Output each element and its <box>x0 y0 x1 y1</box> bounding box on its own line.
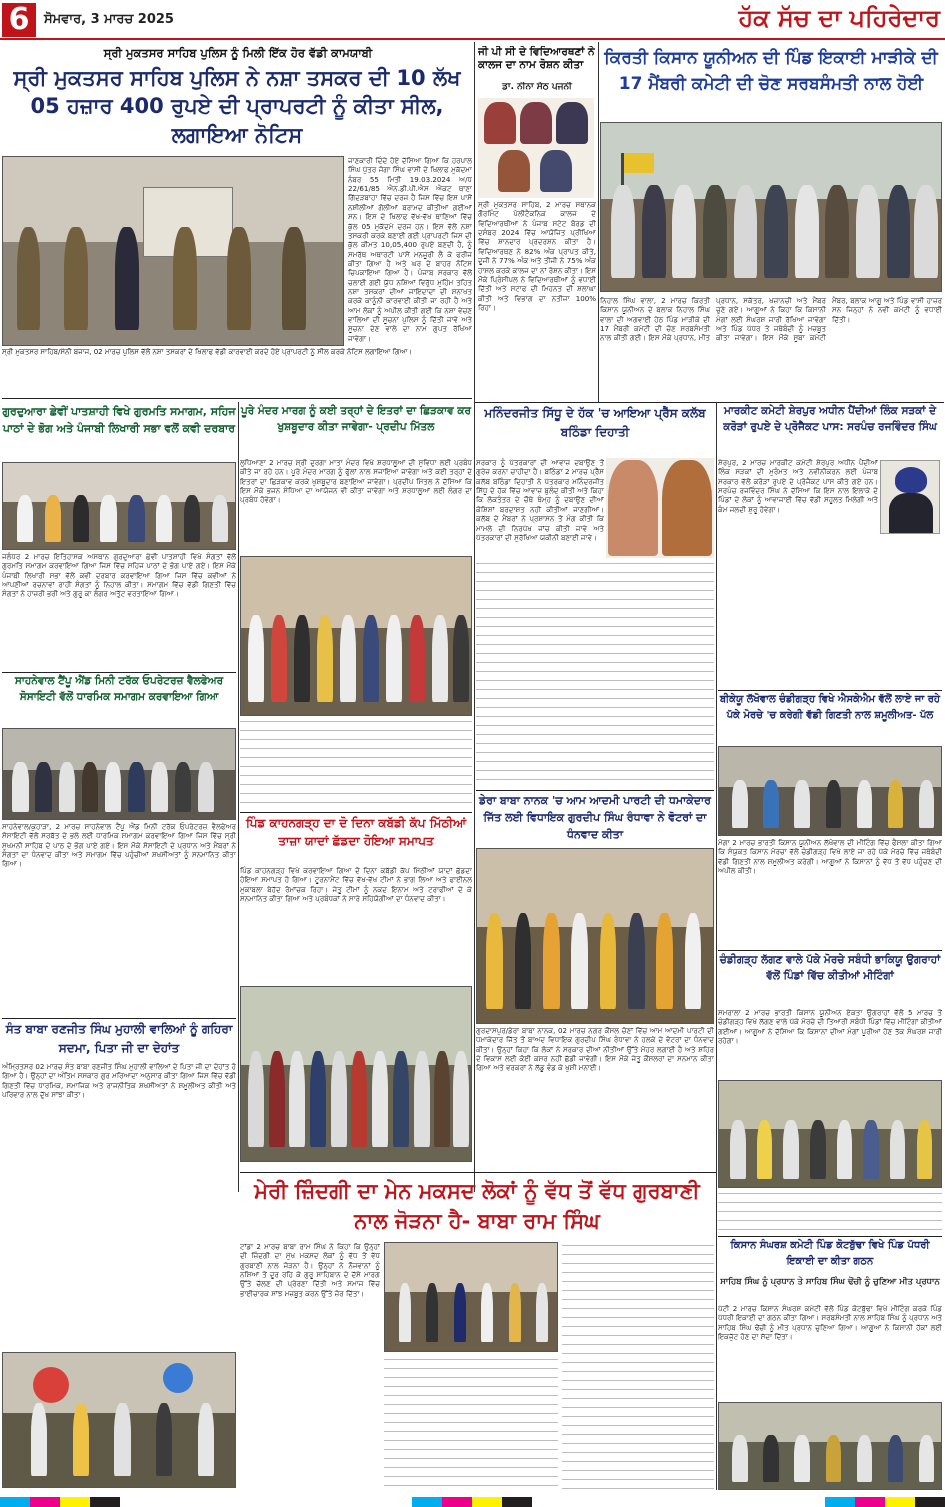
story9-photo-kabaddi <box>240 986 472 1162</box>
story5-bottom-rule <box>240 812 472 813</box>
story1-kicker: ਸ੍ਰੀ ਮੁਕਤਸਰ ਸਾਹਿਬ ਪੁਲਿਸ ਨੂੰ ਮਿਲੀ ਇੱਕ ਹੋਰ ਵੱਡੀ ਕਾਮਯਾਬੀ <box>103 46 373 60</box>
paper-name: ਹੱਕ ਸੱਚ ਦਾ ਪਹਿਰੇਦਾਰ <box>738 4 940 32</box>
story6-photo-journalists <box>606 458 714 558</box>
story15-headline: ਕਿਸਾਨ ਸੰਘਰਸ਼ ਕਮੇਟੀ ਪਿੰਡ ਕੋਟਬੁੱਢਾ ਵਿਖੇ ਪਿੰਡ ਪੱਧਰੀ ਇਕਾਈ ਦਾ ਕੀਤਾ ਗਠਨ <box>730 1240 930 1267</box>
story7-bottom-rule <box>718 690 942 691</box>
story14-photo-baba <box>384 1242 558 1352</box>
story15-photo-committee <box>718 1402 942 1490</box>
student-photo-5 <box>540 150 572 192</box>
story12-body: ਸਮਰਾਲਾ 2 ਮਾਰਚ ਭਾਰਤੀ ਕਿਸਾਨ ਯੂਨੀਅਨ ਏਕਤਾ ਉਗਰਾਹਾਂ ਵੱਲੋਂ 5 ਮਾਰਚ ਤੋਂ ਚੰਡੀਗੜ੍ਹ ਵਿਖੇ ਲੱਗਣ ਵਾਲੇ ਪੱਕੇ ਮੋਰਚੇ ਦੀ ਤਿਆਰੀ ਸਬੰਧੀ ਪਿੰਡਾਂ ਵਿੱਚ ਮੀਟਿੰਗਾਂ ਕੀਤੀਆਂ ਗਈਆਂ। ਆਗੂਆਂ ਨੇ ਦੱਸਿਆ ਕਿ ਕਿਸਾਨਾਂ ਦੀਆਂ ਮੰਗਾਂ ਪੂਰੀਆਂ ਹੋਣ ਤੱਕ ਸੰਘਰਸ਼ ਜਾਰੀ ਰਹੇਗਾ। <box>718 1008 942 1046</box>
story8-bottom-rule <box>2 1018 236 1019</box>
column-divider-3 <box>238 402 239 1192</box>
story4-headline: ਗੁਰਦੁਆਰਾ ਛੇਵੀਂ ਪਾਤਸ਼ਾਹੀ ਵਿਖੇ ਗੁਰਮਤਿ ਸਮਾਗਮ, ਸਹਿਜ ਪਾਠਾਂ ਦੇ ਭੋਗ ਅਤੇ ਪੰਜਾਬੀ ਲਿਖਾਰੀ ਸਭਾ ਵਲੋਂ ਕਵੀ ਦਰਬਾਰ <box>2 405 236 435</box>
journalist-photo-1 <box>608 460 658 556</box>
story11-body: ਮੋਗਾ 2 ਮਾਰਚ ਭਾਰਤੀ ਕਿਸਾਨ ਯੂਨੀਅਨ ਲੱਖੋਵਾਲ ਦੀ ਮੀਟਿੰਗ ਵਿੱਚ ਫੈਸਲਾ ਕੀਤਾ ਗਿਆ ਕਿ ਸੰਯੁਕਤ ਕਿਸਾਨ ਮੋਰਚਾ ਵੱਲੋਂ ਚੰਡੀਗੜ੍ਹ ਵਿਖੇ ਲਾਏ ਜਾ ਰਹੇ ਪੱਕੇ ਮੋਰਚੇ ਵਿੱਚ ਜਥੇਬੰਦੀ ਵੱਡੀ ਗਿਣਤੀ ਨਾਲ ਸ਼ਮੂਲੀਅਤ ਕਰੇਗੀ। ਆਗੂਆਂ ਨੇ ਕਿਸਾਨਾਂ ਨੂੰ ਵੱਧ ਤੋਂ ਵੱਧ ਪਹੁੰਚਣ ਦੀ ਅਪੀਲ ਕੀਤੀ। <box>718 838 942 876</box>
story5-body: ਲੁਧਿਆਣਾ 2 ਮਾਰਚ ਸ਼੍ਰੀ ਦੁਰਗਾ ਮਾਤਾ ਮੰਦਰ ਵਿਖੇ ਸ਼ਰਧਾਲੂਆਂ ਦੀ ਸੁਵਿਧਾ ਲਈ ਪ੍ਰਬੰਧ ਕੀਤੇ ਜਾ ਰਹੇ ਹਨ। ਪੂਰੇ ਮੰਦਰ ਮਾਰਗ ਨੂੰ ਫੁੱਲਾਂ ਨਾਲ ਸਜਾਇਆ ਜਾਵੇਗਾ ਅਤੇ ਕਈ ਤਰ੍ਹਾਂ ਦੇ ਇਤਰਾਂ ਦਾ ਛਿੜਕਾਵ ਕਰਕੇ ਖੁਸ਼ਬੂਦਾਰ ਬਣਾਇਆ ਜਾਵੇਗਾ। ਪ੍ਰਦੀਪ ਮਿੱਤਲ ਨੇ ਦੱਸਿਆ ਕਿ ਇਸ ਮੌਕੇ ਭਜਨ ਸੰਧਿਆ ਦਾ ਆਯੋਜਨ ਵੀ ਕੀਤਾ ਜਾਵੇਗਾ ਅਤੇ ਸ਼ਰਧਾਲੂਆਂ ਲਈ ਲੰਗਰ ਦਾ ਪ੍ਰਬੰਧ ਹੋਵੇਗਾ। <box>240 458 472 505</box>
masthead-rule <box>0 38 945 40</box>
story2-body: ਸ੍ਰੀ ਮੁਕਤਸਰ ਸਾਹਿਬ, 2 ਮਾਰਚ ਸਥਾਨਕ ਗੌਰਮਿੰਟ ਪੋਲੀਟੈਕਨਿਕ ਕਾਲਜ ਦੇ ਵਿਦਿਆਰਥੀਆਂ ਨੇ ਪੰਜਾਬ ਸਟੇਟ ਬੋਰਡ ਦੀ ਦਸੰਬਰ 2024 ਵਿੱਚ ਆਯੋਜਿਤ ਪ੍ਰੀਖਿਆ ਵਿੱਚ ਸ਼ਾਨਦਾਰ ਪ੍ਰਦਰਸ਼ਨ ਕੀਤਾ ਹੈ। ਵਿਦਿਆਰਥਣ ਨੇ 82% ਅੰਕ ਪ੍ਰਾਪਤ ਕੀਤੇ, ਦੂਜੀ ਨੇ 77% ਅੰਕ ਅਤੇ ਤੀਜੀ ਨੇ 75% ਅੰਕ ਹਾਸਲ ਕਰਕੇ ਕਾਲਜ ਦਾ ਨਾਂ ਰੋਸ਼ਨ ਕੀਤਾ। ਇਸ ਮੌਕੇ ਪ੍ਰਿੰਸੀਪਲ ਨੇ ਵਿਦਿਆਰਥੀਆਂ ਨੂੰ ਵਧਾਈ ਦਿੱਤੀ ਅਤੇ ਸਟਾਫ ਦੀ ਮਿਹਨਤ ਦੀ ਸ਼ਲਾਘਾ ਕੀਤੀ ਅਤੇ ਵਿਭਾਗ ਦਾ ਨਤੀਜਾ 100% ਰਿਹਾ। <box>478 200 596 312</box>
story4-body: ਜਲੰਧਰ 2 ਮਾਰਚ ਇਤਿਹਾਸਕ ਅਸਥਾਨ ਗੁਰਦੁਆਰਾ ਛੇਵੀਂ ਪਾਤਸ਼ਾਹੀ ਵਿਖੇ ਸੰਗਤਾਂ ਵੱਲੋਂ ਗੁਰਮਤਿ ਸਮਾਗਮ ਕਰਵਾਇਆ ਗਿਆ ਜਿਸ ਵਿੱਚ ਸਹਿਜ ਪਾਠਾਂ ਦੇ ਭੋਗ ਪਾਏ ਗਏ। ਇਸ ਮੌਕੇ ਪੰਜਾਬੀ ਲਿਖਾਰੀ ਸਭਾ ਵੱਲੋਂ ਕਵੀ ਦਰਬਾਰ ਕਰਵਾਇਆ ਗਿਆ ਜਿਸ ਵਿੱਚ ਕਵੀਆਂ ਨੇ ਆਪਣੀਆਂ ਰਚਨਾਵਾਂ ਰਾਹੀਂ ਸੰਗਤਾਂ ਨੂੰ ਨਿਹਾਲ ਕੀਤਾ। ਸਮਾਗਮ ਵਿੱਚ ਵੱਡੀ ਗਿਣਤੀ ਵਿੱਚ ਸੰਗਤਾਂ ਨੇ ਹਾਜ਼ਰੀ ਭਰੀ ਅਤੇ ਗੁਰੂ ਕਾ ਲੰਗਰ ਅਤੁੱਟ ਵਰਤਾਇਆ ਗਿਆ। <box>2 552 236 599</box>
color-strip-center <box>412 1497 532 1507</box>
story8-headline: ਸਾਹਨੇਵਾਲ ਟੈਂਪੂ ਐਂਡ ਮਿਨੀ ਟਰੱਕ ਓਪਰੇਟਰਜ਼ ਵੈਲਫੇਅਰ ਸੋਸਾਇਟੀ ਵੱਲੋਂ ਧਾਰਮਿਕ ਸਮਾਗਮ ਕਰਵਾਇਆ ਗਿਆ <box>14 675 224 703</box>
journalist-photo-2 <box>662 460 712 556</box>
story1-body: ਜਾਣਕਾਰੀ ਦਿੰਦੇ ਹੋਏ ਦੱਸਿਆ ਗਿਆ ਕਿ ਹਰਪਾਲ ਸਿੰਘ ਪੁੱਤਰ ਜੋਗਾ ਸਿੰਘ ਵਾਸੀ ਦੇ ਖਿਲਾਫ ਮੁਕੱਦਮਾ ਨੰਬਰ 55 ਮਿਤੀ 19.03.2024 ਅ/ਧ 22/61/85 ਐਨ.ਡੀ.ਪੀ.ਐਸ ਐਕਟ ਥਾਣਾ ਗਿੱਦੜਬਾਹਾ ਵਿੱਚ ਦਰਜ ਹੈ ਜਿਸ ਵਿੱਚ ਇਸ ਪਾਸੋਂ ਨਸ਼ੀਲੀਆਂ ਗੋਲੀਆਂ ਬਰਾਮਦ ਕੀਤੀਆਂ ਗਈਆਂ ਸਨ। ਇਸ ਦੇ ਖਿਲਾਫ ਵੱਖ-ਵੱਖ ਥਾਣਿਆਂ ਵਿੱਚ ਕੁੱਲ 05 ਮੁਕੱਦਮੇ ਦਰਜ ਹਨ। ਇਸ ਵੱਲੋਂ ਨਸ਼ਾ ਤਸਕਰੀ ਕਰਕੇ ਬਣਾਈ ਗਈ ਪ੍ਰਾਪਰਟੀ ਜਿਸ ਦੀ ਕੁੱਲ ਕੀਮਤ 10,05,400 ਰੁਪਏ ਬਣਦੀ ਹੈ, ਨੂੰ ਸਮਰੱਥ ਅਥਾਰਟੀ ਪਾਸੋਂ ਮਨਜ਼ੂਰੀ ਲੈ ਕੇ ਫਰੀਜ ਕੀਤਾ ਗਿਆ ਹੈ ਅਤੇ ਘਰ ਦੇ ਬਾਹਰ ਨੋਟਿਸ ਚਿਪਕਾਇਆ ਗਿਆ ਹੈ। ਪੰਜਾਬ ਸਰਕਾਰ ਵੱਲੋਂ ਚਲਾਈ ਗਈ ਯੁੱਧ ਨਸ਼ਿਆਂ ਵਿਰੁੱਧ ਮੁਹਿੰਮ ਤਹਿਤ ਨਸ਼ਾ ਤਸਕਰਾਂ ਦੀਆਂ ਜਾਇਦਾਦਾਂ ਦੀ ਸ਼ਨਾਖਤ ਕਰਕੇ ਕਾਨੂੰਨੀ ਕਾਰਵਾਈ ਕੀਤੀ ਜਾ ਰਹੀ ਹੈ ਅਤੇ ਆਮ ਲੋਕਾਂ ਨੂੰ ਅਪੀਲ ਕੀਤੀ ਗਈ ਕਿ ਨਸ਼ਾ ਵੇਚਣ ਵਾਲਿਆਂ ਦੀ ਸੂਚਨਾ ਪੁਲਿਸ ਨੂੰ ਦਿੱਤੀ ਜਾਵੇ ਅਤੇ ਸੂਚਨਾ ਦੇਣ ਵਾਲੇ ਦਾ ਨਾਮ ਗੁਪਤ ਰੱਖਿਆ ਜਾਵੇਗਾ। <box>348 156 472 343</box>
story10-headline: ਡੇਰਾ ਬਾਬਾ ਨਾਨਕ 'ਚ ਆਮ ਆਦਮੀ ਪਾਰਟੀ ਦੀ ਧਮਾਕੇਦਾਰ ਜਿੱਤ ਲਈ ਵਿਧਾਇਕ ਗੁਰਦੀਪ ਸਿੰਘ ਰੰਧਾਵਾ ਨੇ ਵੋਟਰਾਂ ਦਾ ਧੰਨਵਾਦ ਕੀਤਾ <box>478 794 712 842</box>
story4-photo-gurdwara <box>2 462 236 550</box>
story7-headline: ਮਾਰਕੀਟ ਕਮੇਟੀ ਸ਼ੇਰਪੁਰ ਅਧੀਨ ਪੈਂਦੀਆਂ ਲਿੰਕ ਸੜਕਾਂ ਦੇ ਕਰੋੜਾਂ ਰੁਪਏ ਦੇ ਪ੍ਰੋਜੈਕਟ ਪਾਸ: ਸਰਪੰਚ ਰਜਵਿੰਦਰ ਸਿੰਘ <box>723 405 937 433</box>
story11-photo-meeting <box>718 746 942 836</box>
story13-photo-event <box>2 1352 236 1488</box>
story2-photo-students <box>478 98 594 198</box>
color-strip-left <box>0 1497 120 1507</box>
story12-headline: ਚੰਡੀਗੜ੍ਹ ਲੱਗਣ ਵਾਲੇ ਪੱਕੇ ਮੋਰਚੇ ਸਬੰਧੀ ਭਾਕਿਯੂ ਉਗਰਾਹਾਂ ਵੱਲੋਂ ਪਿੰਡਾਂ ਵਿੱਚ ਕੀਤੀਆਂ ਮੀਟਿੰਗਾਂ <box>719 954 941 983</box>
story8-photo-society <box>2 728 236 820</box>
story6-body: ਸਰਕਾਰ ਨੂੰ ਪੱਤਰਕਾਰਾਂ ਦੀ ਆਵਾਜ਼ ਦਬਾਉਣ ਤੋਂ ਗੁਰੇਜ਼ ਕਰਨਾ ਚਾਹੀਦਾ ਹੈ। ਬਠਿੰਡਾ 2 ਮਾਰਚ ਪ੍ਰੈੱਸ ਕਲੱਬ ਬਠਿੰਡਾ ਦਿਹਾਤੀ ਨੇ ਪੱਤਰਕਾਰ ਮਨਿੰਦਰਜੀਤ ਸਿੱਧੂ ਦੇ ਹੱਕ ਵਿੱਚ ਆਵਾਜ਼ ਬੁਲੰਦ ਕੀਤੀ ਅਤੇ ਕਿਹਾ ਕਿ ਲੋਕਤੰਤਰ ਦੇ ਚੌਥੇ ਥੰਮ੍ਹ ਨੂੰ ਦਬਾਉਣ ਦੀਆਂ ਕੋਸ਼ਿਸ਼ਾਂ ਬਰਦਾਸ਼ਤ ਨਹੀਂ ਕੀਤੀਆਂ ਜਾਣਗੀਆਂ। ਕਲੱਬ ਦੇ ਮੈਂਬਰਾਂ ਨੇ ਪ੍ਰਸ਼ਾਸਨ ਤੋਂ ਮੰਗ ਕੀਤੀ ਕਿ ਮਾਮਲੇ ਦੀ ਨਿਰਪੱਖ ਜਾਂਚ ਕੀਤੀ ਜਾਵੇ ਅਤੇ ਪੱਤਰਕਾਰਾਂ ਦੀ ਸੁਰੱਖਿਆ ਯਕੀਨੀ ਬਣਾਈ ਜਾਵੇ। <box>476 458 604 542</box>
story1-caption: ਸ੍ਰੀ ਮੁਕਤਸਰ ਸਾਹਿਬ/ਸੰਨੀ ਬਜਾਜ, 02 ਮਾਰਚ ਪੁਲਿਸ ਵੱਲੋਂ ਨਸ਼ਾ ਤਸਕਰਾਂ ਦੇ ਖਿਲਾਫ ਵੱਡੀ ਕਾਰਵਾਈ ਕਰਦੇ ਹੋਏ ਪ੍ਰਾਪਰਟੀ ਨੂੰ ਸੀਲ ਕਰਕੇ ਨੋਟਿਸ ਲਗਾਇਆ ਗਿਆ। <box>2 348 413 356</box>
story13-headline: ਸੰਤ ਬਾਬਾ ਰਣਜੀਤ ਸਿੰਘ ਮੁਹਾਲੀ ਵਾਲਿਆਂ ਨੂੰ ਗਹਿਰਾ ਸਦਮਾ, ਪਿਤਾ ਜੀ ਦਾ ਦੇਹਾਂਤ <box>5 1022 233 1055</box>
story9-headline: ਪਿੰਡ ਕਾਹਨਗੜ੍ਹ ਦਾ ਦੋ ਦਿਨਾ ਕਬੱਡੀ ਕੱਪ ਮਿੱਠੀਆਂ ਤਾਜ਼ਾ ਯਾਦਾਂ ਛੱਡਦਾ ਹੋਇਆ ਸਮਾਪਤ <box>245 816 467 848</box>
column-divider-4 <box>474 402 475 1192</box>
story9-body: ਪਿੰਡ ਕਾਹਨਗੜ੍ਹ ਵਿਖੇ ਕਰਵਾਇਆ ਗਿਆ ਦੋ ਦਿਨਾ ਕਬੱਡੀ ਕੱਪ ਮਿੱਠੀਆਂ ਯਾਦਾਂ ਛੱਡਦਾ ਹੋਇਆ ਸਮਾਪਤ ਹੋ ਗਿਆ। ਟੂਰਨਾਮੈਂਟ ਵਿੱਚ ਵੱਖ-ਵੱਖ ਟੀਮਾਂ ਨੇ ਭਾਗ ਲਿਆ ਅਤੇ ਫਾਈਨਲ ਮੁਕਾਬਲਾ ਬੇਹੱਦ ਰੋਮਾਂਚਕ ਰਿਹਾ। ਜੇਤੂ ਟੀਮਾਂ ਨੂੰ ਨਕਦ ਇਨਾਮ ਅਤੇ ਟਰਾਫੀਆਂ ਦੇ ਕੇ ਸਨਮਾਨਿਤ ਕੀਤਾ ਗਿਆ ਅਤੇ ਪ੍ਰਬੰਧਕਾਂ ਨੇ ਸਾਰੇ ਸਹਿਯੋਗੀਆਂ ਦਾ ਧੰਨਵਾਦ ਕੀਤਾ। <box>240 866 472 904</box>
story1-headline: ਸ੍ਰੀ ਮੁਕਤਸਰ ਸਾਹਿਬ ਪੁਲਿਸ ਨੇ ਨਸ਼ਾ ਤਸਕਰ ਦੀ 10 ਲੱਖ 05 ਹਜ਼ਾਰ 400 ਰੁਪਏ ਦੀ ਪ੍ਰਾਪਰਟੀ ਨੂੰ ਕੀਤਾ ਸੀਲ, ਲਗਾਇਆ ਨੋਟਿਸ <box>13 66 461 147</box>
story15-body: ਪੱਟੀ 2 ਮਾਰਚ ਕਿਸਾਨ ਸੰਘਰਸ਼ ਕਮੇਟੀ ਵੱਲੋਂ ਪਿੰਡ ਕੋਟਬੁੱਢਾ ਵਿਖੇ ਮੀਟਿੰਗ ਕਰਕੇ ਪਿੰਡ ਪੱਧਰੀ ਇਕਾਈ ਦਾ ਗਠਨ ਕੀਤਾ ਗਿਆ। ਸਰਬਸੰਮਤੀ ਨਾਲ ਸਾਹਿਬ ਸਿੰਘ ਨੂੰ ਪ੍ਰਧਾਨ ਅਤੇ ਸਾਹਿਬ ਸਿੰਘ ਢੋਂਚੀ ਨੂੰ ਮੀਤ ਪ੍ਰਧਾਨ ਚੁਣਿਆ ਗਿਆ। ਆਗੂਆਂ ਨੇ ਕਿਸਾਨੀ ਹੱਕਾਂ ਲਈ ਇਕਜੁੱਟ ਹੋਣ ਦਾ ਸੱਦਾ ਦਿੱਤਾ। <box>718 1304 942 1342</box>
column-divider-5 <box>716 402 717 1490</box>
story6-bottom-rule <box>476 790 714 791</box>
story12-photo-villagers <box>718 1080 942 1188</box>
student-photo-1 <box>484 102 516 144</box>
story7-photo-sarpanch <box>880 460 940 534</box>
student-photo-4 <box>498 150 530 192</box>
story5-headline: ਪੂਰੇ ਮੰਦਰ ਮਾਰਗ ਨੂੰ ਕਈ ਤਰ੍ਹਾਂ ਦੇ ਇਤਰਾਂ ਦਾ ਛਿੜਕਾਵ ਕਰ ਖੁਸ਼ਬੂਦਾਰ ਕੀਤਾ ਜਾਵੇਗਾ- ਪ੍ਰਦੀਪ ਮਿੱਤਲ <box>240 405 472 433</box>
story12-bottom-rule <box>718 1236 942 1237</box>
student-photo-2 <box>520 102 552 144</box>
story4-bottom-rule <box>2 672 236 673</box>
story3-photo-farmers <box>600 122 942 292</box>
story3-body: ਨਿਹਾਲ ਸਿੰਘ ਵਾਲਾ, 2 ਮਾਰਚ ਕਿਰਤੀ ਕਿਸਾਨ ਯੂਨੀਅਨ ਦੇ ਬਲਾਕ ਨਿਹਾਲ ਸਿੰਘ ਵਾਲਾ ਦੀ ਅਗਵਾਈ ਹੇਠ ਪਿੰਡ ਮਾੜੀਕੇ ਦੀ 17 ਮੈਂਬਰੀ ਕਮੇਟੀ ਦੀ ਚੋਣ ਸਰਬਸੰਮਤੀ ਨਾਲ ਕੀਤੀ ਗਈ। ਇਸ ਮੌਕੇ ਪ੍ਰਧਾਨ, ਮੀਤ ਪ੍ਰਧਾਨ, ਸਕੱਤਰ, ਖਜ਼ਾਨਚੀ ਅਤੇ ਮੈਂਬਰ ਚੁਣੇ ਗਏ। ਆਗੂਆਂ ਨੇ ਕਿਹਾ ਕਿ ਕਿਸਾਨੀ ਮੰਗਾਂ ਲਈ ਸੰਘਰਸ਼ ਜਾਰੀ ਰੱਖਿਆ ਜਾਵੇਗਾ ਅਤੇ ਪਿੰਡ ਪੱਧਰ ਤੇ ਜਥੇਬੰਦੀ ਨੂੰ ਮਜ਼ਬੂਤ ਕੀਤਾ ਜਾਵੇਗਾ। ਇਸ ਮੌਕੇ ਸੂਬਾ ਕਮੇਟੀ ਮੈਂਬਰ, ਬਲਾਕ ਆਗੂ ਅਤੇ ਪਿੰਡ ਵਾਸੀ ਹਾਜ਼ਰ ਸਨ ਜਿਨ੍ਹਾਂ ਨੇ ਨਵੀਂ ਕਮੇਟੀ ਨੂੰ ਵਧਾਈ ਦਿੱਤੀ। <box>600 296 942 343</box>
story5-photo-temple <box>240 556 472 716</box>
story14-headline: ਮੇਰੀ ਜ਼ਿੰਦਗੀ ਦਾ ਮੇਨ ਮਕਸਦ ਲੋਕਾਂ ਨੂੰ ਵੱਧ ਤੋਂ ਵੱਧ ਗੁਰਬਾਣੀ ਨਾਲ ਜੋੜਨਾ ਹੈ- ਬਾਬਾ ਰਾਮ ਸਿੰਘ <box>254 1179 700 1234</box>
story6-headline: ਮਨਿੰਦਰਜੀਤ ਸਿੱਧੂ ਦੇ ਹੱਕ 'ਚ ਆਇਆ ਪ੍ਰੈੱਸ ਕਲੱਬ ਬਠਿੰਡਾ ਦਿਹਾਤੀ <box>484 406 706 440</box>
top-band-bottom-rule <box>474 402 944 403</box>
story14-body: ਟਾਂਡਾ 2 ਮਾਰਚ ਬਾਬਾ ਰਾਮ ਸਿੰਘ ਨੇ ਕਿਹਾ ਕਿ ਉਨ੍ਹਾਂ ਦੀ ਜ਼ਿੰਦਗੀ ਦਾ ਮੁੱਖ ਮਕਸਦ ਲੋਕਾਂ ਨੂੰ ਵੱਧ ਤੋਂ ਵੱਧ ਗੁਰਬਾਣੀ ਨਾਲ ਜੋੜਨਾ ਹੈ। ਉਨ੍ਹਾਂ ਨੇ ਨੌਜਵਾਨਾਂ ਨੂੰ ਨਸ਼ਿਆਂ ਤੋਂ ਦੂਰ ਰਹਿ ਕੇ ਗੁਰੂ ਸਾਹਿਬਾਨ ਦੇ ਦੱਸੇ ਮਾਰਗ ਉੱਤੇ ਚੱਲਣ ਦੀ ਪ੍ਰੇਰਣਾ ਦਿੱਤੀ ਅਤੇ ਸਮਾਜ ਵਿੱਚ ਭਾਈਚਾਰਕ ਸਾਂਝ ਮਜ਼ਬੂਤ ਕਰਨ ਉੱਤੇ ਜ਼ੋਰ ਦਿੱਤਾ। <box>240 1242 380 1298</box>
story11-bottom-rule <box>718 950 942 951</box>
story10-body: ਗੁਰਦਾਸਪੁਰ/ਡੇਰਾ ਬਾਬਾ ਨਾਨਕ, 02 ਮਾਰਚ ਨਗਰ ਕੌਂਸਲ ਚੋਣਾਂ ਵਿੱਚ ਆਮ ਆਦਮੀ ਪਾਰਟੀ ਦੀ ਧਮਾਕੇਦਾਰ ਜਿੱਤ ਤੋਂ ਬਾਅਦ ਵਿਧਾਇਕ ਗੁਰਦੀਪ ਸਿੰਘ ਰੰਧਾਵਾ ਨੇ ਹਲਕੇ ਦੇ ਵੋਟਰਾਂ ਦਾ ਧੰਨਵਾਦ ਕੀਤਾ। ਉਨ੍ਹਾਂ ਕਿਹਾ ਕਿ ਲੋਕਾਂ ਨੇ ਸਰਕਾਰ ਦੀਆਂ ਨੀਤੀਆਂ ਉੱਤੇ ਮੋਹਰ ਲਗਾਈ ਹੈ ਅਤੇ ਸ਼ਹਿਰ ਦੇ ਵਿਕਾਸ ਲਈ ਕੋਈ ਕਸਰ ਨਹੀਂ ਛੱਡੀ ਜਾਵੇਗੀ। ਇਸ ਮੌਕੇ ਜੇਤੂ ਕੌਂਸਲਰਾਂ ਦਾ ਸਨਮਾਨ ਕੀਤਾ ਗਿਆ ਅਤੇ ਵਰਕਰਾਂ ਨੇ ਲੱਡੂ ਵੰਡ ਕੇ ਖੁਸ਼ੀ ਮਨਾਈ। <box>476 1026 714 1073</box>
story1-photo-police <box>2 156 344 346</box>
story5-body-continued <box>240 718 472 810</box>
masthead <box>0 0 945 40</box>
story6-body-continued <box>476 560 714 788</box>
story11-headline: ਬੀਕੇਯੂ ਲੱਖੋਵਾਲ ਚੰਡੀਗੜ੍ਹ ਵਿਖੇ ਐਸਕੇਐਮ ਵੱਲੋਂ ਲਾਏ ਜਾ ਰਹੇ ਪੱਕੇ ਮੋਰਚੇ 'ਚ ਕਰੇਗੀ ਵੱਡੀ ਗਿਣਤੀ ਨਾਲ ਸ਼ਮੂਲੀਅਤ- ਪੱਲ <box>719 694 941 721</box>
story12-body-continued <box>718 1190 942 1234</box>
story1-bottom-rule <box>2 398 472 399</box>
story2-byline: ਡਾ. ਨੀਨਾ ਸੇਠ ਪਜਨੀ <box>502 82 572 92</box>
story14-body-column-3 <box>562 1242 714 1490</box>
story7-body: ਸ਼ੇਰਪੁਰ, 2 ਮਾਰਚ ਮਾਰਕੀਟ ਕਮੇਟੀ ਸ਼ੇਰਪੁਰ ਅਧੀਨ ਪੈਂਦੀਆਂ ਲਿੰਕ ਸੜਕਾਂ ਦੀ ਮੁਰੰਮਤ ਅਤੇ ਨਵੀਨੀਕਰਨ ਲਈ ਪੰਜਾਬ ਸਰਕਾਰ ਵੱਲੋਂ ਕਰੋੜਾਂ ਰੁਪਏ ਦੇ ਪ੍ਰੋਜੈਕਟ ਪਾਸ ਕੀਤੇ ਗਏ ਹਨ। ਸਰਪੰਚ ਰਜਵਿੰਦਰ ਸਿੰਘ ਨੇ ਦੱਸਿਆ ਕਿ ਇਸ ਨਾਲ ਇਲਾਕੇ ਦੇ ਪਿੰਡਾਂ ਦੇ ਲੋਕਾਂ ਨੂੰ ਆਵਾਜਾਈ ਵਿੱਚ ਵੱਡੀ ਸਹੂਲਤ ਮਿਲੇਗੀ ਅਤੇ ਕੰਮ ਜਲਦੀ ਸ਼ੁਰੂ ਹੋਵੇਗਾ। <box>718 458 878 514</box>
color-strip-right <box>825 1497 945 1507</box>
lower-band-rule <box>240 1172 716 1173</box>
story13-body: ਅੰਮ੍ਰਿਤਸਰ 02 ਮਾਰਚ ਸੰਤ ਬਾਬਾ ਰਣਜੀਤ ਸਿੰਘ ਮੁਹਾਲੀ ਵਾਲਿਆਂ ਦੇ ਪਿਤਾ ਜੀ ਦਾ ਦੇਹਾਂਤ ਹੋ ਗਿਆ ਹੈ। ਉਨ੍ਹਾਂ ਦਾ ਅੰਤਿਮ ਸਸਕਾਰ ਗੁਰ ਮਰਿਆਦਾ ਅਨੁਸਾਰ ਕੀਤਾ ਗਿਆ ਜਿਸ ਵਿੱਚ ਵੱਡੀ ਗਿਣਤੀ ਵਿੱਚ ਧਾਰਮਿਕ, ਸਮਾਜਿਕ ਅਤੇ ਰਾਜਨੀਤਿਕ ਸ਼ਖਸੀਅਤਾਂ ਨੇ ਸ਼ਮੂਲੀਅਤ ਕੀਤੀ ਅਤੇ ਪਰਿਵਾਰ ਨਾਲ ਦੁੱਖ ਸਾਂਝਾ ਕੀਤਾ। <box>2 1062 236 1100</box>
story15-subhead: ਸਾਹਿਬ ਸਿੰਘ ਨੂੰ ਪ੍ਰਧਾਨ ਤੇ ਸਾਹਿਬ ਸਿੰਘ ਢੋਂਚੀ ਨੂੰ ਚੁਣਿਆ ਮੀਤ ਪ੍ਰਧਾਨ <box>720 1277 940 1287</box>
issue-date: ਸੋਮਵਾਰ, 3 ਮਾਰਚ 2025 <box>44 12 174 27</box>
column-divider-1 <box>474 42 475 402</box>
story8-body: ਸਾਹਨੇਵਾਲ/ਕੁਹਾੜਾ, 2 ਮਾਰਚ ਸਾਹਨੇਵਾਲ ਟੈਂਪੂ ਐਂਡ ਮਿਨੀ ਟਰੱਕ ਓਪਰੇਟਰਜ਼ ਵੈਲਫੇਅਰ ਸੋਸਾਇਟੀ ਵੱਲੋਂ ਸਰਬੱਤ ਦੇ ਭਲੇ ਲਈ ਧਾਰਮਿਕ ਸਮਾਗਮ ਕਰਵਾਇਆ ਗਿਆ ਜਿਸ ਵਿੱਚ ਸ੍ਰੀ ਸੁਖਮਨੀ ਸਾਹਿਬ ਦੇ ਪਾਠ ਦੇ ਭੋਗ ਪਾਏ ਗਏ। ਇਸ ਮੌਕੇ ਸੋਸਾਇਟੀ ਦੇ ਪ੍ਰਧਾਨ ਅਤੇ ਮੈਂਬਰਾਂ ਨੇ ਸੰਗਤਾਂ ਦਾ ਧੰਨਵਾਦ ਕੀਤਾ ਅਤੇ ਸਮਾਗਮ ਵਿੱਚ ਪਹੁੰਚੀਆਂ ਸ਼ਖਸੀਅਤਾਂ ਨੂੰ ਸਨਮਾਨਿਤ ਕੀਤਾ ਗਿਆ। <box>2 822 236 869</box>
story2-kicker: ਜੀ ਪੀ ਸੀ ਦੇ ਵਿਦਿਆਰਥਣਾਂ ਨੇ ਕਾਲਜ ਦਾ ਨਾਮ ਰੋਸ਼ਨ ਕੀਤਾ <box>478 46 595 71</box>
page-number: 6 <box>8 2 30 37</box>
story3-headline: ਕਿਰਤੀ ਕਿਸਾਨ ਯੂਨੀਅਨ ਦੀ ਪਿੰਡ ਇਕਾਈ ਮਾੜੀਕੇ ਦੀ 17 ਮੈਂਬਰੀ ਕਮੇਟੀ ਦੀ ਚੋਣ ਸਰਬਸੰਮਤੀ ਨਾਲ ਹੋਈ <box>604 48 938 94</box>
student-photo-3 <box>556 102 588 144</box>
story10-photo-celebration <box>476 848 714 1024</box>
story14-body-continued <box>384 1356 558 1490</box>
column-divider-2 <box>598 42 599 402</box>
